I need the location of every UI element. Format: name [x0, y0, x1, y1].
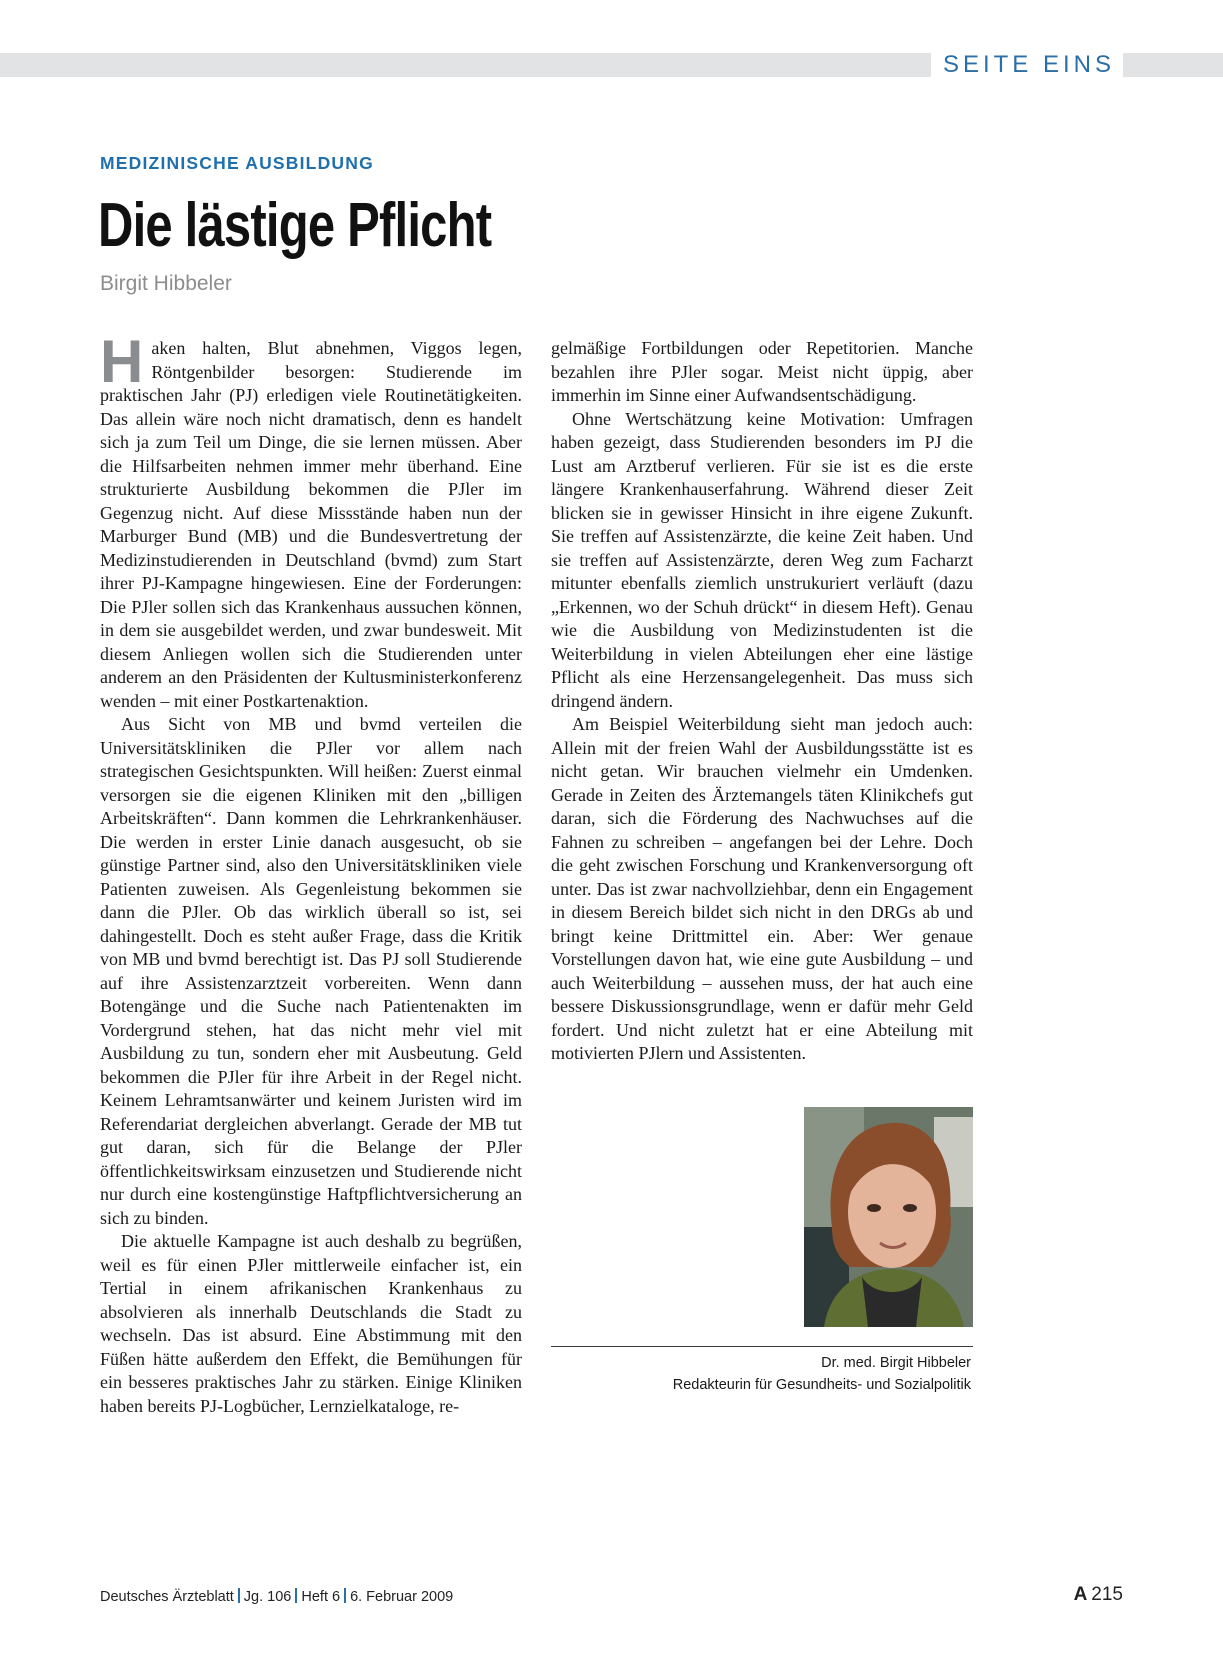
author-photo [804, 1107, 973, 1327]
article-paragraph: Aus Sicht von MB und bvmd verteilen die Universitätskliniken die PJler vor allem nach strategischen Gesichtspunkten. Will heißen: Zuerst einmal versorgen sie die eigenen Kliniken mit den „billigen Arbeitskräften“. Dann kommen die Lehrkrankenhäuser. Die werden in erster Linie danach ausgesucht, ob sie günstige Partner sind, also den Universitätskliniken viele Patienten zuweisen. Als Gegenleistung bekommen sie dann die PJler. Ob das wirklich überall so ist, sei dahingestellt. Doch es steht außer Frage, dass die Kritik von MB und bvmd berechtigt ist. Das PJ soll Studierende auf ihre Assistenzarztzeit vorbereiten. Wenn dann Botengänge und die Suche nach Patientenakten im Vordergrund stehen, hat das nicht mehr viel mit Ausbildung zu tun, sondern eher mit Ausbeutung. Geld bekommen die PJler für ihre Arbeit in der Regel nicht. Keinem Lehramtsanwärter und keinem Juristen wird im Referendariat dergleichen abverlangt. Gerade der MB tut gut daran, sich für die Belange der PJler öffentlichkeitswirksam einzusetzen und Studierende nicht nur durch eine kostengünstige Haftpflichtversicherung an sich zu binden. [100, 714, 522, 1228]
article-column-right [551, 337, 973, 1066]
issue-date: 6. Februar 2009 [350, 1589, 454, 1605]
caption-rule [551, 1346, 973, 1347]
page-prefix: A [1073, 1584, 1088, 1605]
article-paragraph: Ohne Wertschätzung keine Motivation: Umfragen haben gezeigt, dass Studierenden besonders im PJ die Lust am Arztberuf verlieren. Für sie ist es die erste längere Krankenhauserfahrung. Während dieser Zeit blicken sie in gewisser Hinsicht in ihre eigene Zukunft. Sie treffen auf Assistenzärzte, die keine Zeit haben. Und sie treffen auf Assistenzärzte, deren Weg zum Facharzt mitunter ebenfalls ziemlich unstrukuriert verläuft (dazu „Erkennen, wo der Schuh drückt“ in diesem Heft). Genau wie die Ausbildung von Medizinstudenten ist die Weiterbildung in vielen Abteilungen eher eine lästige Pflicht als eine Herzensangelegenheit. Das muss sich dringend ändern. [551, 408, 973, 711]
article-paragraph: gelmäßige Fortbildungen oder Repetitorien. Manche bezahlen ihre PJler sogar. Meist nicht üppig, aber immerhin im Sinne einer Aufwandsentschädigung. [551, 338, 973, 405]
page-number [1074, 1584, 1123, 1606]
publication-name: Deutsches Ärzteblatt [100, 1589, 234, 1605]
paragraph-text: aken halten, Blut abnehmen, Viggos legen, Röntgenbilder besorgen: Studierende im praktischen Jahr (PJ) erledigen viele Routinetätigkeiten. Das allein wäre noch nicht dramatisch, denn es handelt sich ja zum Teil um Dinge, die sie lernen müssen. Aber die Hilfsarbeiten nehmen immer mehr überhand. Eine strukturierte Ausbildung bekommen die PJler im Gegenzug nicht. Auf diese Missstände haben nun der Marburger Bund (MB) und die Bundesvertretung der Medizinstudierenden in Deutschland (bvmd) zum Start ihrer PJ-Kampagne hingewiesen. Eine der Forderungen: Die PJler sollen sich das Krankenhaus aussuchen können, in dem sie ausgebildet werden, und zwar bundesweit. Mit diesem Anliegen wollen sich die Studierenden unter anderem an den Präsidenten der Kultusministerkonferenz wenden – mit einer Postkartenaktion. [100, 338, 522, 711]
article-column-left [100, 328, 522, 1418]
article-title: Die lästige Pflicht [98, 191, 492, 260]
article-paragraph [100, 328, 522, 713]
author-portrait-image [804, 1107, 973, 1327]
section-label: SEITE EINS [931, 50, 1123, 80]
article-paragraph: Am Beispiel Weiterbildung sieht man jedoch auch: Allein mit der freien Wahl der Ausbildungsstätte ist es nicht getan. Wir brauchen vielmehr ein Umdenken. Gerade in Zeiten des Ärztemangels täten Klinikchefs gut daran, sich die Förderung des Nachwuchses auf die Fahnen zu schreiben – angefangen bei der Lehre. Doch die geht zwischen Forschung und Krankenversorgung oft unter. Das ist zwar nachvollziehbar, denn ein Engagement in diesem Bereich bildet sich nicht in den DRGs ab und bringt keine Drittmittel ein. Aber: Wer genaue Vorstellungen davon hat, wie eine gute Ausbildung – und auch Weiterbildung – aussehen muss, der hat auch eine bessere Diskussionsgrundlage, wenn er dafür mehr Geld fordert. Und nicht zuletzt hat er eine Abteilung mit motivierten PJlern und Assistenten. [551, 714, 973, 1063]
author-name: Dr. med. Birgit Hibbeler [821, 1355, 971, 1371]
issue: Heft 6 [301, 1589, 341, 1605]
page-number-value: 215 [1091, 1584, 1123, 1605]
dropcap: H [100, 328, 144, 395]
footer-separator [344, 1588, 346, 1603]
author-role: Redakteurin für Gesundheits- und Sozialpolitik [672, 1377, 971, 1393]
volume: Jg. 106 [243, 1589, 292, 1605]
article-author: Birgit Hibbeler [100, 272, 232, 295]
article-paragraph: Die aktuelle Kampagne ist auch deshalb zu begrüßen, weil es für einen PJler mittlerweile einfacher ist, ein Tertial in einem afrikanischen Krankenhaus zu absolvieren als innerhalb Deutschlands die Stadt zu wechseln. Das ist absurd. Eine Abstimmung mit den Füßen hätte außerdem den Effekt, die Bemühungen für ein besseres praktisches Jahr zu stärken. Einige Kliniken haben bereits PJ-Logbücher, Lernzielkataloge, re- [100, 1231, 522, 1416]
footer-separator [238, 1588, 240, 1603]
footer-separator [295, 1588, 297, 1603]
footer-citation [100, 1588, 453, 1605]
author-caption [673, 1352, 971, 1396]
article-kicker: MEDIZINISCHE AUSBILDUNG [100, 153, 374, 173]
